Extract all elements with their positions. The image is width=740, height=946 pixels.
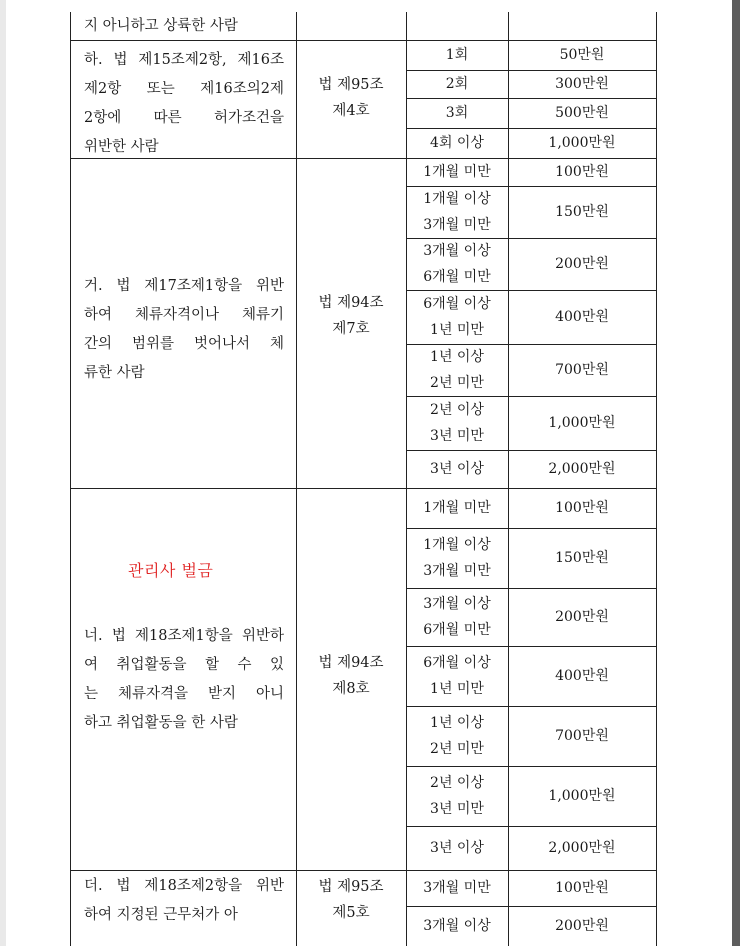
violation-period-line: 6개월 미만 bbox=[423, 269, 491, 285]
fine-amount-cell: 150만원 bbox=[555, 204, 609, 220]
violation-period-cell bbox=[406, 344, 508, 396]
fine-amount-cell: 1,000만원 bbox=[548, 788, 616, 804]
red-annotation-label: 관리사 벌금 bbox=[128, 561, 214, 580]
fine-amount-cell: 300만원 bbox=[555, 76, 609, 92]
violation-period-cell bbox=[406, 238, 508, 290]
fine-amount-cell: 200만원 bbox=[555, 609, 609, 625]
offense-line: 간의 범위를 벗어나서 체 bbox=[84, 336, 284, 352]
violation-period-cell bbox=[406, 528, 508, 588]
violation-period-line: 3개월 이상 bbox=[423, 596, 491, 612]
column-divider bbox=[70, 12, 71, 946]
offense-cell bbox=[84, 872, 284, 930]
offense-line: 더. 법 제18조제2항을 위반 bbox=[84, 878, 284, 894]
violation-period-line: 3회 bbox=[445, 105, 469, 121]
violation-period-line: 3개월 이상 bbox=[423, 243, 491, 259]
violation-period-line: 3년 이상 bbox=[430, 840, 484, 856]
violation-period-line: 1년 이상 bbox=[430, 715, 484, 731]
violation-period-line: 3년 미만 bbox=[430, 428, 484, 444]
violation-period-line: 1회 bbox=[445, 47, 469, 63]
fine-amount-cell: 100만원 bbox=[555, 164, 609, 180]
violation-period-cell bbox=[406, 646, 508, 706]
offense-cell bbox=[84, 622, 284, 738]
legal-basis-cell bbox=[296, 650, 406, 702]
violation-period-line: 2년 이상 bbox=[430, 775, 484, 791]
legal-basis-line: 법 제94조 bbox=[318, 655, 384, 671]
violation-period-line: 3개월 미만 bbox=[423, 880, 491, 896]
violation-period-cell bbox=[406, 290, 508, 344]
violation-period-line: 6개월 이상 bbox=[423, 296, 491, 312]
violation-period-cell bbox=[406, 906, 508, 946]
violation-period-line: 1개월 이상 bbox=[423, 191, 491, 207]
violation-period-line: 3년 이상 bbox=[430, 461, 484, 477]
violation-period-line: 2년 이상 bbox=[430, 402, 484, 418]
legal-basis-cell bbox=[296, 290, 406, 342]
violation-period-cell bbox=[406, 40, 508, 70]
offense-line: 는 체류자격을 받지 아니 bbox=[84, 686, 284, 702]
violation-period-line: 6개월 미만 bbox=[423, 622, 491, 638]
violation-period-line: 1년 미만 bbox=[430, 681, 484, 697]
violation-period-cell bbox=[406, 396, 508, 450]
fine-amount-cell: 50만원 bbox=[559, 47, 605, 63]
violation-period-cell bbox=[406, 158, 508, 186]
offense-line: 제2항 또는 제16조의2제 bbox=[84, 81, 284, 97]
violation-period-cell bbox=[406, 128, 508, 158]
offense-cell bbox=[84, 12, 284, 41]
offense-line: 류한 사람 bbox=[84, 365, 145, 381]
page-left-edge bbox=[0, 0, 6, 946]
fine-amount-cell: 500만원 bbox=[555, 105, 609, 121]
fine-amount-cell: 400만원 bbox=[555, 668, 609, 684]
fine-amount-cell: 2,000만원 bbox=[548, 840, 616, 856]
fine-amount-cell: 400만원 bbox=[555, 309, 609, 325]
violation-period-cell bbox=[406, 588, 508, 646]
fine-amount-cell: 100만원 bbox=[555, 880, 609, 896]
violation-period-line: 3개월 이상 bbox=[423, 918, 491, 934]
legal-basis-line: 법 제94조 bbox=[318, 295, 384, 311]
offense-line: 너. 법 제18조제1항을 위반하 bbox=[84, 628, 284, 644]
offense-line: 지 아니하고 상륙한 사람 bbox=[84, 18, 238, 34]
violation-period-line: 1년 미만 bbox=[430, 322, 484, 338]
offense-line: 하고 취업활동을 한 사람 bbox=[84, 715, 238, 731]
fine-amount-cell: 1,000만원 bbox=[548, 415, 616, 431]
legal-basis-line: 법 제95조 bbox=[318, 77, 384, 93]
violation-period-cell bbox=[406, 826, 508, 870]
violation-period-line: 2년 미만 bbox=[430, 375, 484, 391]
legal-basis-line: 제7호 bbox=[332, 321, 370, 337]
violation-period-line: 6개월 이상 bbox=[423, 655, 491, 671]
offense-cell bbox=[84, 46, 284, 162]
column-divider bbox=[656, 12, 657, 946]
fine-amount-cell: 200만원 bbox=[555, 256, 609, 272]
violation-period-line: 1개월 미만 bbox=[423, 164, 491, 180]
fine-amount-cell: 100만원 bbox=[555, 500, 609, 516]
violation-period-cell bbox=[406, 450, 508, 488]
fine-amount-cell: 2,000만원 bbox=[548, 461, 616, 477]
legal-basis-line: 제4호 bbox=[332, 103, 370, 119]
violation-period-cell bbox=[406, 766, 508, 826]
offense-line: 위반한 사람 bbox=[84, 139, 159, 155]
fine-amount-cell: 700만원 bbox=[555, 362, 609, 378]
offense-line: 거. 법 제17조제1항을 위반 bbox=[84, 278, 284, 294]
violation-period-line: 2년 미만 bbox=[430, 741, 484, 757]
legal-basis-line: 제5호 bbox=[332, 905, 370, 921]
offense-line: 하. 법 제15조제2항, 제16조 bbox=[84, 52, 284, 68]
fine-amount-cell: 1,000만원 bbox=[548, 135, 616, 151]
fine-amount-cell: 700만원 bbox=[555, 728, 609, 744]
offense-line: 하여 지정된 근무처가 아 bbox=[84, 907, 238, 923]
offense-line: 하여 체류자격이나 체류기 bbox=[84, 307, 284, 323]
violation-period-line: 1년 이상 bbox=[430, 349, 484, 365]
violation-period-line: 3개월 미만 bbox=[423, 217, 491, 233]
offense-line: 여 취업활동을 할 수 있 bbox=[84, 657, 284, 673]
legal-basis-cell bbox=[296, 72, 406, 124]
violation-period-line: 2회 bbox=[445, 76, 469, 92]
violation-period-line: 3년 미만 bbox=[430, 801, 484, 817]
viewer-scrollbar-track[interactable] bbox=[732, 0, 740, 946]
fine-amount-cell: 200만원 bbox=[555, 918, 609, 934]
legal-basis-line: 제8호 bbox=[332, 681, 370, 697]
violation-period-cell bbox=[406, 98, 508, 128]
violation-period-cell bbox=[406, 706, 508, 766]
violation-period-line: 1개월 이상 bbox=[423, 537, 491, 553]
violation-period-cell bbox=[406, 70, 508, 98]
legal-basis-line: 법 제95조 bbox=[318, 879, 384, 895]
violation-period-line: 3개월 미만 bbox=[423, 563, 491, 579]
legal-basis-cell bbox=[296, 874, 406, 926]
violation-period-cell bbox=[406, 870, 508, 906]
violation-period-line: 4회 이상 bbox=[430, 135, 484, 151]
offense-line: 2항에 따른 허가조건을 bbox=[84, 110, 284, 126]
violation-period-line: 1개월 미만 bbox=[423, 500, 491, 516]
fine-amount-cell: 150만원 bbox=[555, 550, 609, 566]
violation-period-cell bbox=[406, 186, 508, 238]
offense-cell bbox=[84, 272, 284, 388]
column-divider bbox=[296, 12, 297, 946]
violation-period-cell bbox=[406, 488, 508, 528]
